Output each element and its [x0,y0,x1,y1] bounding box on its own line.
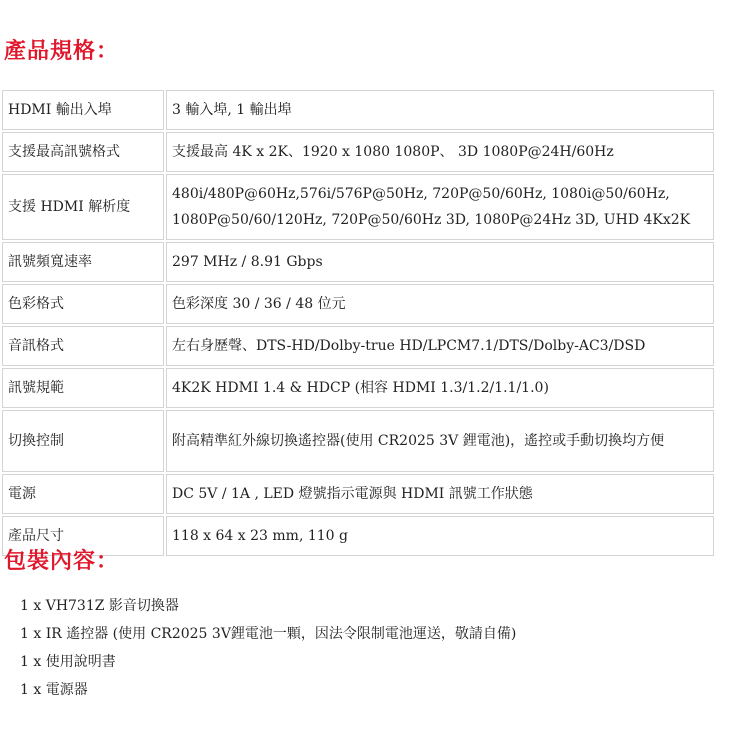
table-row [2,326,714,366]
spec-value: 左右身歷聲、DTS-HD/Dolby-true HD/LPCM7.1/DTS/Dolby-AC3/DSD [166,326,714,366]
table-row [2,284,714,324]
spec-table [0,88,716,558]
spec-value: 色彩深度 30 / 36 / 48 位元 [166,284,714,324]
spec-label: 色彩格式 [2,284,164,324]
spec-label: 電源 [2,474,164,514]
spec-value: DC 5V / 1A , LED 燈號指示電源與 HDMI 訊號工作狀態 [166,474,714,514]
spec-value: 118 x 64 x 23 mm, 110 g [166,516,714,556]
spec-value: 4K2K HDMI 1.4 & HDCP (相容 HDMI 1.3/1.2/1.1/1.0) [166,368,714,408]
spec-value: 297 MHz / 8.91 Gbps [166,242,714,282]
spec-value: 480i/480P@60Hz,576i/576P@50Hz, 720P@50/60Hz, 1080i@50/60Hz, 1080P@50/60/120Hz, 720P@50/60Hz 3D, 1080P@24Hz 3D, UHD 4Kx2K [166,174,714,240]
spec-label: 訊號規範 [2,368,164,408]
spec-label: 產品尺寸 [2,516,164,556]
table-row [2,410,714,472]
table-row [2,474,714,514]
table-row [2,242,714,282]
spec-value: 支援最高 4K x 2K、1920 x 1080 1080P、 3D 1080P@24H/60Hz [166,132,714,172]
spec-label: 支援最高訊號格式 [2,132,164,172]
spec-value: 3 輸入埠, 1 輸出埠 [166,90,714,130]
spec-section-title: 產品規格： [4,39,120,64]
spec-label: HDMI 輸出入埠 [2,90,164,130]
spec-label: 音訊格式 [2,326,164,366]
table-row [2,174,714,240]
table-row [2,90,714,130]
spec-label: 支援 HDMI 解析度 [2,174,164,240]
list-item: 1 x IR 遙控器 (使用 CR2025 3V鋰電池一顆，因法令限制電池運送，敬請自備) [20,626,517,642]
package-section-title: 包裝內容： [4,549,120,574]
spec-label: 切換控制 [2,410,164,472]
list-item: 1 x 電源器 [20,682,88,698]
spec-value: 附高精準紅外線切換遙控器(使用 CR2025 3V 鋰電池)，遙控或手動切換均方便 [166,410,714,472]
table-row [2,132,714,172]
list-item: 1 x VH731Z 影音切換器 [20,598,179,614]
package-list [20,592,516,704]
list-item: 1 x 使用說明書 [20,654,116,670]
table-row [2,368,714,408]
spec-label: 訊號頻寬速率 [2,242,164,282]
